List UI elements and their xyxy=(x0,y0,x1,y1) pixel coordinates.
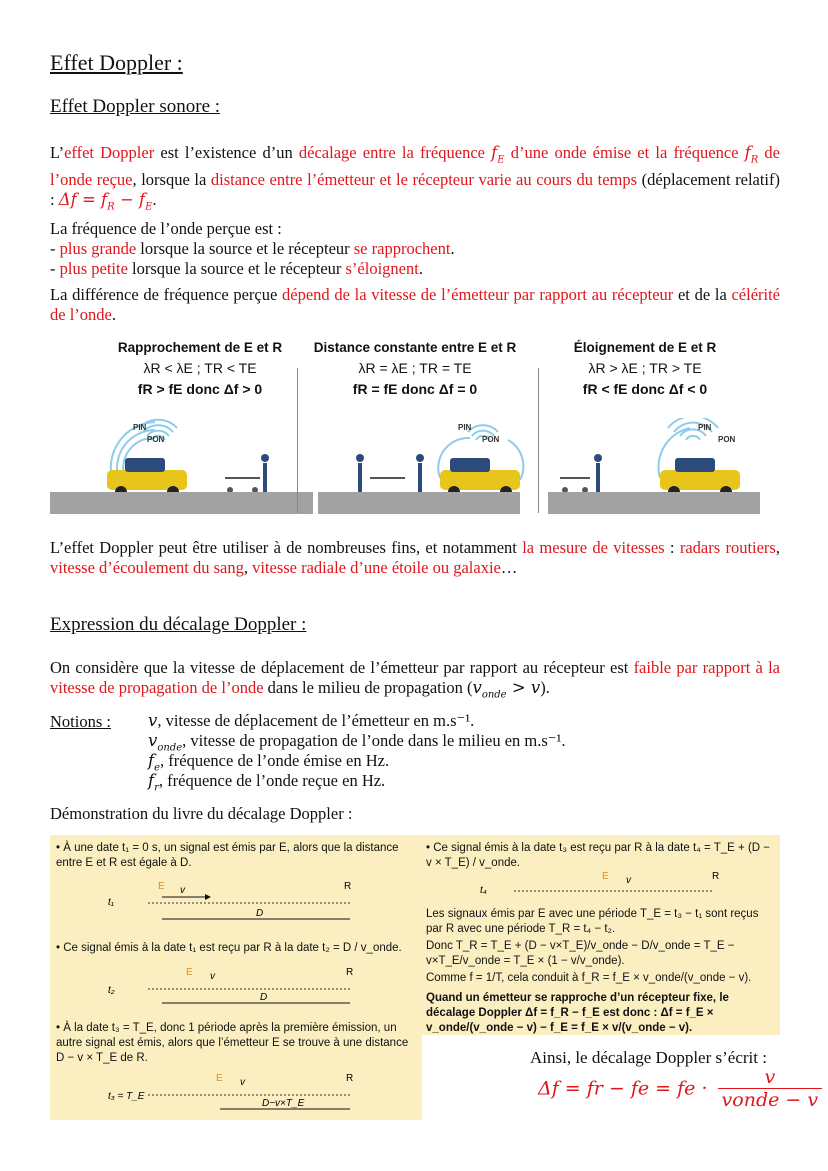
notion-item: v, vitesse de déplacement de l’émetteur en m.s⁻¹. xyxy=(148,711,475,730)
panel-line1: λR > λE ; TR > TE xyxy=(588,360,702,376)
hypothesis-paragraph: On considère que la vitesse de déplacement de l’émetteur par rapport au récepteur est faible par rapport à la vitesse de propagation de l’onde dans le milieu de propagation $(v_{onde} > v)$. xyxy=(50,658,780,701)
svg-text:v: v xyxy=(240,1077,245,1088)
term: d’une onde émise et la fréquence xyxy=(504,143,745,162)
panel-title: Rapprochement de E et R xyxy=(117,340,283,355)
svg-text:E: E xyxy=(186,967,193,978)
list-item: - plus petite lorsque la source et le récepteur s’éloignent. xyxy=(50,259,423,278)
demo-step: Donc T_R = T_E + (D − v×T_E)/v_onde − D/v_onde = T_E − v×T_E/v_onde = T_E × (1 − v/v_onde). xyxy=(426,940,735,967)
frequency-list xyxy=(50,219,780,279)
term: décalage entre la fréquence xyxy=(298,143,492,162)
svg-text:E: E xyxy=(216,1073,223,1084)
text: . xyxy=(152,190,157,210)
demo-step: Quand un émetteur se rapproche d’un récepteur fixe, le décalage Doppler Δf = f_R − f_E est donc : Δf = f_E × v_onde/(v_onde − v) − f_E = f_E × v/(v_onde − v). xyxy=(426,992,729,1034)
symbol-fE: $f_E$ xyxy=(491,143,505,166)
page-title: Effet Doppler : xyxy=(50,50,183,75)
svg-text:t₁: t₁ xyxy=(108,897,114,908)
demo-diagram-t2 xyxy=(50,965,422,1025)
figure-divider xyxy=(297,368,298,513)
notion-item: $f_r$, fréquence de l’onde reçue en Hz. xyxy=(148,771,386,794)
demo-step: Comme f = 1/T, cela conduit à f_R = f_E × v_onde/(v_onde − v). xyxy=(426,972,752,984)
panel-line1: λR = λE ; TR = TE xyxy=(358,360,472,376)
panel-line2: fR > fE donc Δf > 0 xyxy=(137,381,263,397)
svg-text:R: R xyxy=(344,881,352,892)
figure-panel-constant xyxy=(300,340,530,515)
formula-lhs: Δf = fr − fe = fe · xyxy=(538,1077,708,1100)
svg-text:t₂: t₂ xyxy=(108,985,115,996)
difference-paragraph: La différence de fréquence perçue dépend de la vitesse de l’émetteur par rapport au récepteur et de la célérité de l’onde. xyxy=(50,285,781,324)
term: de l’onde reçue xyxy=(50,143,781,190)
notions-label: Notions : xyxy=(50,712,111,731)
demo-box-left xyxy=(50,835,422,1120)
panel-title: Distance constante entre E et R xyxy=(313,340,517,355)
section-heading-expression: Expression du décalage Doppler : xyxy=(50,614,307,635)
svg-text:D−v×T_E: D−v×T_E xyxy=(262,1098,305,1109)
formula-delta-f: $\Delta f = f_R - f_E$ xyxy=(58,190,153,213)
panel-line2: fR < fE donc Δf < 0 xyxy=(582,381,708,397)
notion-item: $v_{onde}$, vitesse de propagation de l’onde dans le milieu en m.s⁻¹. xyxy=(148,731,566,754)
svg-text:R: R xyxy=(346,967,354,978)
pin-label: PIN xyxy=(458,423,472,432)
formula-denominator: vonde − v xyxy=(721,1089,819,1111)
svg-text:t₃ = T_E: t₃ = T_E xyxy=(108,1091,145,1102)
text: L’ xyxy=(50,143,65,162)
demo-label: Démonstration du livre du décalage Doppler : xyxy=(50,804,353,823)
demo-step: • À une date t₁ = 0 s, un signal est émis par E, alors que la distance entre E et R est égale à D. xyxy=(56,842,399,869)
term: effet Doppler xyxy=(64,143,155,162)
figure-panel-approach xyxy=(85,340,315,515)
symbol-fR: $f_R$ xyxy=(744,143,759,166)
doppler-formula xyxy=(538,1066,822,1111)
svg-text:E: E xyxy=(602,871,609,882)
pon-label: PON xyxy=(718,435,736,444)
demo-step: • Ce signal émis à la date t₃ est reçu par R à la date t₄ = T_E + (D − v × T_E) / v_onde. xyxy=(426,842,770,869)
svg-text:D: D xyxy=(256,908,264,919)
figure-panel-recede xyxy=(530,340,760,515)
svg-text:E: E xyxy=(158,881,165,892)
notion-item: $f_e$, fréquence de l’onde émise en Hz. xyxy=(148,751,390,774)
panel-line1: λR < λE ; TR < TE xyxy=(143,360,257,376)
list-intro: La fréquence de l’onde perçue est : xyxy=(50,219,282,238)
definition-paragraph xyxy=(50,143,780,218)
list-item: - plus grande lorsque la source et le récepteur se rapprochent. xyxy=(50,239,455,258)
svg-text:R: R xyxy=(346,1073,354,1084)
conclusion-label: Ainsi, le décalage Doppler s’écrit : xyxy=(530,1048,767,1067)
panel-title: Éloignement de E et R xyxy=(573,340,717,355)
svg-text:t₄: t₄ xyxy=(480,885,487,896)
svg-text:v: v xyxy=(626,875,631,886)
svg-text:v: v xyxy=(180,885,185,896)
svg-text:R: R xyxy=(712,871,720,882)
demo-box-right xyxy=(422,835,780,1035)
demo-step: Les signaux émis par E avec une période T_E = t₃ − t₁ sont reçus par R avec une période T_R = t₄ − t₂. xyxy=(426,908,759,935)
term: distance entre l’émetteur et le récepteur varie au cours du temps xyxy=(210,170,638,190)
applications-paragraph: L’effet Doppler peut être utiliser à de nombreuses fins, et notamment la mesure de vitesses : radars routiers, vitesse d’écoulement du sang, vitesse radiale d’une étoile ou galaxie… xyxy=(50,538,780,577)
demo-diagram-t1 xyxy=(50,875,422,945)
demo-diagram-t4 xyxy=(422,869,780,905)
formula-fraction xyxy=(718,1066,823,1111)
pin-label: PIN xyxy=(698,423,712,432)
section-heading-doppler-sonore: Effet Doppler sonore : xyxy=(50,96,221,117)
svg-text:D: D xyxy=(260,992,268,1003)
svg-text:v: v xyxy=(210,971,215,982)
formula-numerator: v xyxy=(718,1066,823,1089)
demo-step: • Ce signal émis à la date t₁ est reçu par R à la date t₂ = D / v_onde. xyxy=(56,942,402,954)
demo-diagram-t3 xyxy=(50,1071,422,1131)
pin-label: PIN xyxy=(133,423,147,432)
panel-line2: fR = fE donc Δf = 0 xyxy=(352,381,478,397)
text: , lorsque la xyxy=(132,170,211,190)
text: (déplacement relatif) : xyxy=(50,170,781,210)
pon-label: PON xyxy=(482,435,500,444)
inequality: $v_{onde} > v$ xyxy=(472,678,541,701)
text: est l’existence d’un xyxy=(154,143,299,162)
demo-step: • À la date t₃ = T_E, donc 1 période après la première émission, un autre signal est émis, alors que l’émetteur E se trouve à une distance D − v × T_E de R. xyxy=(56,1022,409,1064)
pon-label: PON xyxy=(147,435,165,444)
